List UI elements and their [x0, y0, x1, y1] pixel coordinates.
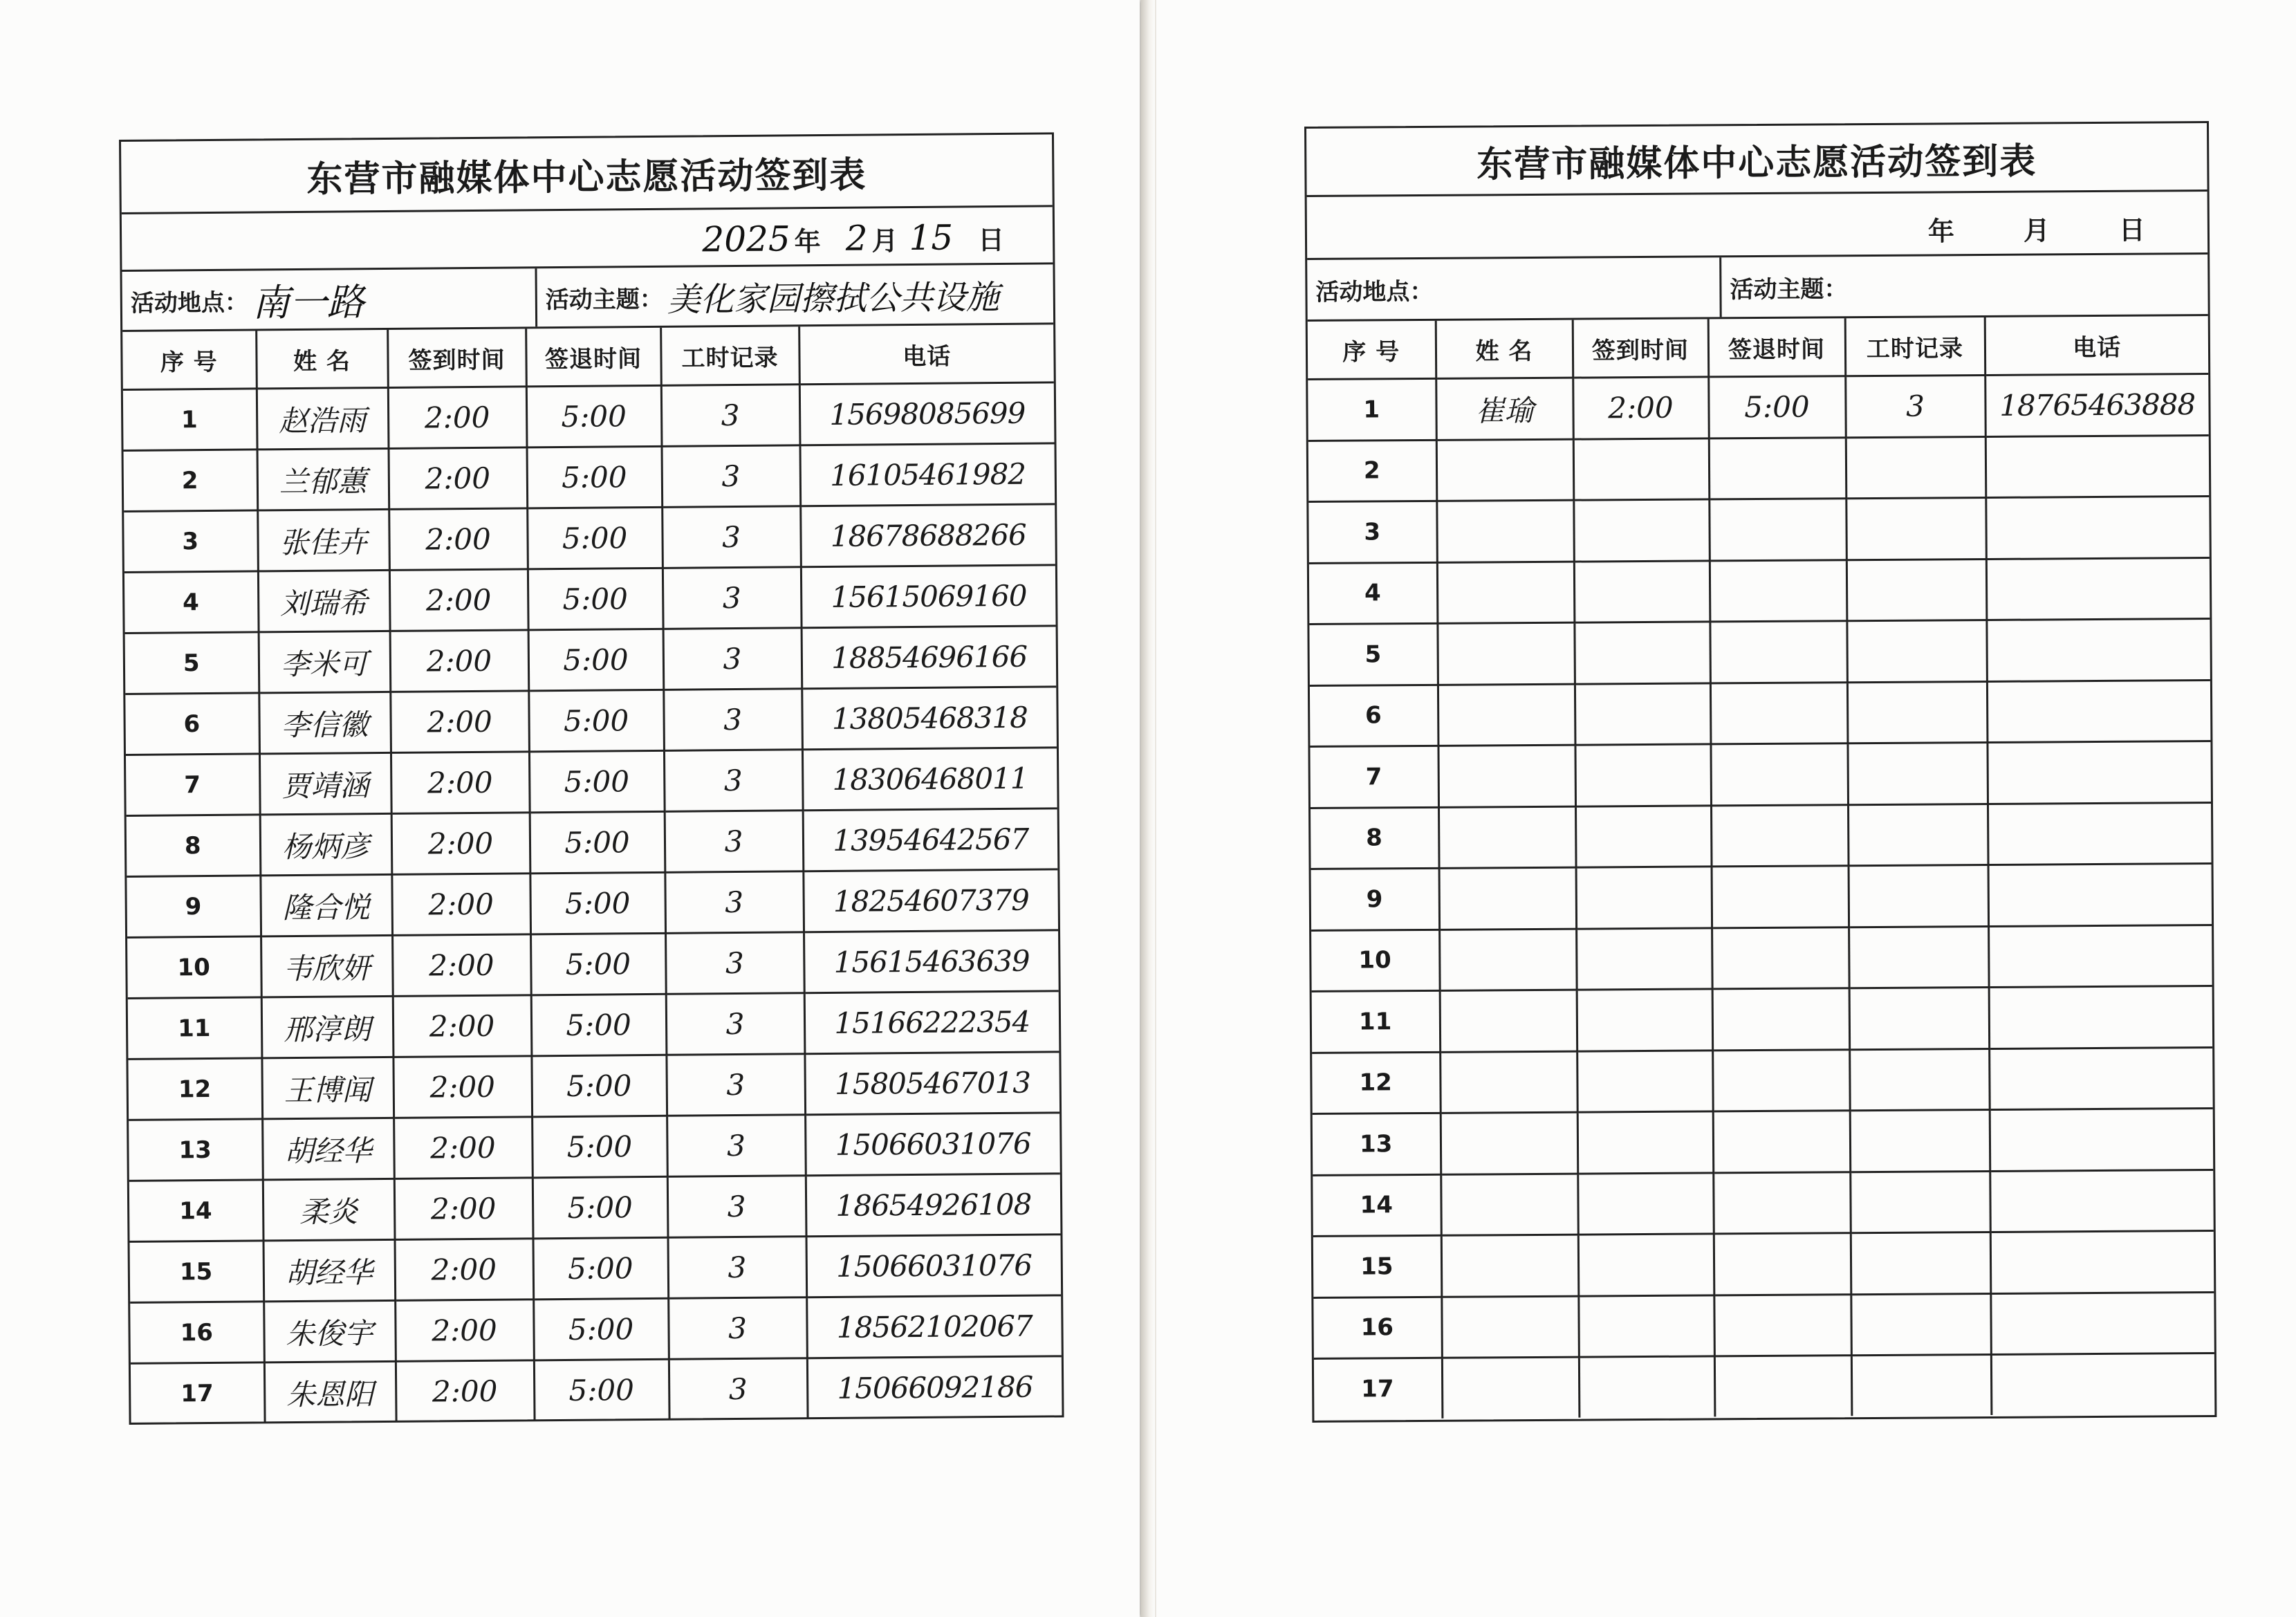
- left-cell-row-number: 16: [130, 1302, 264, 1364]
- left-cell-hours: 3: [665, 811, 804, 873]
- right-cell-signout-time: 5:00: [1708, 376, 1846, 438]
- left-cell-row-number: 12: [128, 1058, 262, 1120]
- left-cell-hours: 3: [667, 1176, 806, 1238]
- right-cell-name: [1441, 1296, 1579, 1358]
- left-cell-signin-time: 2:00: [394, 1117, 533, 1179]
- left-cell-signin-time: 2:00: [389, 569, 528, 631]
- left-cell-phone: 15066031076: [805, 1113, 1060, 1176]
- left-form-title: 东营市融媒体中心志愿活动签到表: [306, 154, 867, 201]
- left-cell-hours: 3: [663, 628, 802, 690]
- right-cell-signout-time: [1712, 866, 1849, 928]
- left-cell-signin-time: 2:00: [393, 995, 532, 1057]
- left-cell-phone: 15166222354: [804, 991, 1059, 1054]
- right-cell-hours: [1849, 1048, 1990, 1111]
- left-cell-signin-time: 2:00: [394, 1178, 533, 1240]
- left-date-month-label: 月: [871, 225, 898, 257]
- left-cell-phone: 18562102067: [806, 1295, 1062, 1358]
- left-theme-label: 活动主题：: [545, 285, 663, 314]
- left-cell-hours: 3: [661, 385, 800, 447]
- left-cell-name: 杨炳彦: [260, 813, 392, 875]
- left-cell-hours: 3: [662, 506, 801, 569]
- right-cell-phone: [1986, 557, 2210, 620]
- left-cell-name: 韦欣妍: [261, 935, 393, 997]
- right-cell-signin-time: [1574, 560, 1710, 622]
- left-cell-name: 张佳卉: [257, 509, 389, 571]
- left-signin-form: [119, 132, 1064, 1425]
- left-table-row: [127, 869, 1058, 938]
- right-cell-phone: [1990, 1230, 2214, 1293]
- left-cell-signout-time: 5:00: [532, 1116, 667, 1178]
- left-table-row: [127, 930, 1059, 999]
- right-cell-signin-time: [1575, 805, 1712, 867]
- right-cell-phone: [1989, 1047, 2213, 1109]
- left-cell-row-number: 5: [125, 632, 259, 694]
- right-cell-row-number: 14: [1313, 1174, 1441, 1237]
- right-theme-cell: [1719, 255, 2208, 317]
- left-cell-name: 赵浩雨: [257, 387, 389, 449]
- right-cell-phone: [1990, 1170, 2214, 1232]
- left-cell-hours: 3: [664, 750, 803, 812]
- left-cell-signin-time: 2:00: [391, 874, 530, 936]
- left-date-day-label: 日: [977, 224, 1005, 256]
- right-table-row: [1310, 680, 2211, 746]
- left-cell-phone: 18678688266: [800, 504, 1055, 567]
- left-cell-signout-time: 5:00: [530, 933, 666, 995]
- left-cell-signin-time: 2:00: [388, 387, 527, 449]
- right-cell-signin-time: [1576, 927, 1712, 990]
- left-cell-row-number: 17: [131, 1362, 265, 1423]
- right-cell-signin-time: [1578, 1234, 1714, 1296]
- right-cell-hours: [1850, 1171, 1990, 1233]
- right-cell-signin-time: [1577, 1172, 1714, 1235]
- right-signin-form: [1304, 121, 2216, 1423]
- left-cell-signout-time: 5:00: [526, 385, 662, 447]
- right-column-header: 签退时间: [1708, 318, 1846, 377]
- left-cell-name: 贾靖涵: [259, 752, 391, 814]
- right-cell-phone: [1988, 802, 2212, 865]
- left-table-row: [129, 1113, 1060, 1181]
- right-cell-row-number: 12: [1312, 1052, 1441, 1114]
- left-table-row: [126, 748, 1057, 816]
- left-cell-name: 朱恩阳: [264, 1361, 396, 1422]
- left-header-row: [122, 324, 1054, 389]
- left-date-year: 2025: [702, 219, 790, 260]
- right-cell-name: [1436, 439, 1574, 501]
- right-cell-hours: [1849, 987, 1990, 1049]
- right-cell-row-number: 2: [1308, 440, 1437, 502]
- right-cell-row-number: 6: [1310, 685, 1438, 747]
- left-cell-row-number: 3: [124, 510, 258, 573]
- right-cell-hours: [1846, 436, 1986, 499]
- right-cell-row-number: 8: [1311, 807, 1439, 869]
- left-cell-name: 邢淳朗: [261, 996, 394, 1057]
- left-cell-row-number: 13: [129, 1119, 263, 1181]
- left-cell-row-number: 2: [124, 450, 258, 512]
- right-cell-name: [1438, 684, 1575, 746]
- left-cell-signin-time: 2:00: [393, 1056, 532, 1118]
- right-date-row: [1307, 192, 2208, 260]
- right-cell-signin-time: [1575, 744, 1711, 806]
- right-table-row: [1312, 1047, 2213, 1114]
- left-cell-name: 胡经华: [262, 1118, 394, 1179]
- right-form-title: 东营市融媒体中心志愿活动签到表: [1476, 140, 2037, 185]
- right-table-row: [1313, 1292, 2214, 1358]
- page-fold: [1141, 0, 1155, 1617]
- right-header-row: [1308, 316, 2208, 379]
- right-cell-signin-time: [1577, 989, 1713, 1051]
- left-date-day: 15: [909, 217, 954, 259]
- left-cell-signout-time: 5:00: [530, 811, 665, 874]
- right-cell-name: [1438, 806, 1576, 869]
- right-cell-row-number: 7: [1310, 746, 1438, 808]
- left-cell-signout-time: 5:00: [528, 568, 663, 630]
- right-cell-hours: [1849, 865, 1989, 927]
- right-cell-name: [1437, 622, 1575, 685]
- left-column-header: 工时记录: [660, 326, 799, 385]
- left-cell-signout-time: 5:00: [528, 690, 664, 752]
- left-cell-phone: 16105461982: [800, 443, 1055, 506]
- left-cell-signin-time: 2:00: [390, 630, 529, 692]
- left-signin-table: [122, 324, 1062, 1423]
- right-cell-row-number: 3: [1308, 501, 1437, 563]
- left-cell-phone: 15615463639: [804, 930, 1059, 993]
- right-date-year-label: 年: [1927, 216, 1955, 247]
- left-cell-hours: 3: [665, 932, 804, 995]
- right-title-row: [1306, 123, 2207, 197]
- left-cell-phone: 13954642567: [803, 808, 1058, 871]
- right-cell-name: [1440, 1051, 1577, 1114]
- right-table-row: [1309, 557, 2210, 624]
- right-cell-signout-time: [1710, 621, 1847, 683]
- left-table-row: [124, 504, 1055, 573]
- left-cell-signout-time: 5:00: [534, 1359, 669, 1420]
- left-cell-phone: 18306468011: [802, 748, 1057, 811]
- left-table-row: [129, 1174, 1061, 1242]
- left-cell-name: 朱俊宇: [263, 1300, 396, 1362]
- left-table-row: [130, 1235, 1062, 1303]
- right-cell-signin-time: [1577, 1111, 1714, 1174]
- left-cell-name: 柔炎: [263, 1179, 395, 1240]
- left-cell-name: 隆合悦: [260, 874, 392, 936]
- left-cell-name: 兰郁蕙: [257, 448, 389, 510]
- left-cell-signout-time: 5:00: [533, 1298, 669, 1360]
- left-cell-signout-time: 5:00: [529, 750, 665, 813]
- left-cell-signin-time: 2:00: [392, 934, 531, 997]
- right-date-day-label: 日: [2118, 214, 2146, 246]
- left-cell-row-number: 14: [129, 1180, 263, 1242]
- left-column-header: 签到时间: [387, 329, 526, 387]
- left-cell-name: 王博闻: [261, 1057, 394, 1118]
- left-cell-hours: 3: [669, 1358, 808, 1419]
- right-location-label: 活动地点：: [1315, 277, 1434, 306]
- left-cell-row-number: 15: [130, 1241, 264, 1303]
- right-table-row: [1313, 1230, 2214, 1297]
- left-table-row: [128, 1052, 1059, 1120]
- right-meta-row: [1307, 255, 2208, 322]
- right-cell-hours: [1851, 1293, 1991, 1356]
- left-table-row: [128, 991, 1059, 1060]
- right-column-header: 序 号: [1308, 321, 1436, 380]
- right-table-row: [1313, 1170, 2214, 1236]
- right-table-row: [1308, 374, 2209, 441]
- right-cell-phone: [1987, 680, 2211, 742]
- left-theme-value: 美化家园擦拭公共设施: [667, 277, 1000, 320]
- left-cell-hours: 3: [663, 567, 802, 629]
- right-theme-label: 活动主题：: [1730, 275, 1848, 304]
- left-table-row: [131, 1356, 1062, 1423]
- left-cell-signin-time: 2:00: [389, 508, 528, 571]
- right-table-row: [1308, 435, 2210, 501]
- right-column-header: 签到时间: [1573, 319, 1709, 378]
- right-cell-signin-time: 2:00: [1573, 377, 1709, 439]
- left-title-row: [121, 134, 1053, 214]
- left-cell-row-number: 10: [127, 936, 261, 999]
- left-cell-row-number: 8: [127, 815, 261, 877]
- left-cell-phone: 15805467013: [804, 1052, 1059, 1115]
- right-cell-signout-time: [1714, 1294, 1851, 1356]
- right-cell-phone: [1988, 925, 2212, 987]
- left-cell-signin-time: 2:00: [391, 752, 530, 814]
- right-cell-signout-time: [1710, 682, 1848, 744]
- left-cell-hours: 3: [666, 993, 805, 1055]
- right-cell-name: [1442, 1357, 1580, 1418]
- left-cell-phone: 18254607379: [803, 869, 1058, 932]
- right-signin-table: [1308, 316, 2215, 1419]
- right-cell-row-number: 1: [1308, 378, 1436, 441]
- right-cell-row-number: 10: [1311, 930, 1440, 992]
- left-cell-name: 李信徽: [259, 692, 391, 753]
- right-cell-hours: [1847, 742, 1988, 804]
- left-cell-phone: 18654926108: [806, 1174, 1061, 1237]
- left-column-header: 姓 名: [256, 330, 388, 389]
- left-cell-signin-time: 2:00: [395, 1300, 534, 1362]
- right-cell-phone: [1985, 435, 2210, 497]
- right-location-cell: [1307, 257, 1720, 320]
- left-cell-phone: 15698085699: [799, 382, 1055, 445]
- right-cell-hours: [1847, 681, 1988, 743]
- right-cell-hours: [1846, 559, 1987, 621]
- right-cell-row-number: 13: [1313, 1113, 1441, 1175]
- left-theme-cell: [535, 264, 1053, 326]
- right-cell-row-number: 17: [1314, 1358, 1443, 1419]
- right-cell-signout-time: [1714, 1356, 1852, 1416]
- right-cell-phone: [1990, 1109, 2214, 1171]
- left-column-header: 签退时间: [526, 328, 661, 387]
- right-cell-signout-time: [1712, 988, 1850, 1051]
- right-cell-signout-time: [1709, 499, 1846, 561]
- right-table-row: [1308, 497, 2210, 563]
- right-cell-hours: [1850, 1109, 1990, 1172]
- left-cell-signin-time: 2:00: [396, 1360, 535, 1421]
- left-date-row: [122, 207, 1053, 272]
- left-table-row: [124, 565, 1056, 634]
- right-cell-hours: [1848, 804, 1988, 866]
- right-cell-signout-time: [1714, 1233, 1851, 1295]
- right-cell-phone: [1987, 741, 2211, 804]
- left-table-row: [123, 382, 1055, 451]
- left-table-row: [125, 687, 1057, 755]
- right-cell-name: [1436, 500, 1574, 562]
- left-location-value: 南一路: [252, 279, 365, 324]
- left-cell-row-number: 4: [124, 571, 259, 634]
- left-cell-name: 胡经华: [263, 1239, 396, 1301]
- right-cell-row-number: 5: [1309, 623, 1438, 685]
- right-date-month-label: 月: [2023, 215, 2050, 246]
- right-cell-phone: [1989, 986, 2213, 1048]
- right-cell-signout-time: [1713, 1111, 1851, 1173]
- right-cell-hours: [1846, 497, 1986, 560]
- left-cell-row-number: 11: [128, 997, 262, 1060]
- right-column-header: 工时记录: [1845, 317, 1985, 376]
- right-cell-signout-time: [1713, 1172, 1851, 1234]
- right-cell-signin-time: [1578, 1295, 1714, 1357]
- right-cell-signout-time: [1712, 927, 1849, 989]
- right-cell-phone: 18765463888: [1985, 374, 2209, 436]
- left-cell-phone: 15066031076: [806, 1235, 1061, 1297]
- left-table-row: [124, 443, 1055, 512]
- right-date: [1928, 209, 2145, 248]
- right-cell-row-number: 15: [1313, 1235, 1442, 1297]
- right-cell-name: [1441, 1112, 1578, 1174]
- left-cell-row-number: 1: [123, 389, 257, 451]
- right-cell-name: [1441, 1174, 1578, 1236]
- left-cell-signout-time: 5:00: [533, 1176, 668, 1239]
- left-cell-signout-time: 5:00: [530, 872, 665, 934]
- right-cell-hours: [1846, 620, 1987, 682]
- left-cell-phone: 13805468318: [802, 687, 1057, 750]
- left-cell-name: 刘瑞希: [258, 570, 390, 631]
- left-cell-row-number: 9: [127, 876, 261, 938]
- right-cell-row-number: 11: [1312, 990, 1441, 1053]
- left-cell-hours: 3: [668, 1297, 807, 1360]
- left-column-header: 序 号: [122, 331, 257, 389]
- right-cell-hours: [1851, 1354, 1992, 1415]
- left-cell-phone: 15615069160: [801, 565, 1056, 628]
- left-cell-signout-time: 5:00: [533, 1237, 668, 1300]
- left-cell-signout-time: 5:00: [527, 446, 663, 508]
- left-cell-row-number: 7: [126, 754, 260, 816]
- left-table-row: [127, 808, 1058, 877]
- right-cell-signin-time: [1573, 438, 1710, 500]
- left-cell-phone: 18854696166: [802, 626, 1057, 689]
- left-cell-signin-time: 2:00: [390, 691, 529, 753]
- left-cell-row-number: 6: [125, 693, 259, 755]
- right-cell-hours: [1849, 926, 1989, 988]
- right-cell-signout-time: [1710, 743, 1848, 806]
- left-cell-hours: 3: [663, 689, 802, 751]
- right-cell-signin-time: [1576, 867, 1712, 929]
- right-cell-name: [1439, 867, 1577, 930]
- left-date-year-label: 年: [794, 226, 821, 257]
- right-column-header: 电话: [1985, 316, 2209, 375]
- left-table-row: [125, 626, 1057, 694]
- right-cell-signin-time: [1577, 1050, 1713, 1112]
- left-date: [702, 217, 1004, 259]
- right-cell-phone: [1991, 1353, 2215, 1414]
- right-cell-hours: [1851, 1232, 1991, 1294]
- right-cell-row-number: 9: [1311, 868, 1440, 930]
- left-table-row: [130, 1295, 1062, 1364]
- right-column-header: 姓 名: [1436, 320, 1573, 379]
- left-cell-signin-time: 2:00: [391, 813, 530, 875]
- right-table-row: [1311, 802, 2212, 869]
- left-date-month: 2: [845, 218, 868, 259]
- left-column-header: 电话: [799, 324, 1054, 384]
- left-cell-hours: 3: [665, 871, 804, 934]
- right-table-row: [1310, 741, 2211, 808]
- right-table-row: [1311, 925, 2212, 991]
- right-cell-signin-time: [1575, 683, 1711, 745]
- right-cell-signout-time: [1709, 437, 1846, 499]
- right-cell-name: [1439, 929, 1577, 991]
- left-cell-signin-time: 2:00: [395, 1239, 534, 1301]
- right-cell-phone: [1988, 864, 2212, 926]
- right-cell-name: 崔瑜: [1436, 378, 1573, 440]
- right-table-row: [1311, 864, 2212, 930]
- left-cell-signout-time: 5:00: [531, 994, 667, 1056]
- right-table-row: [1313, 1109, 2214, 1175]
- left-cell-hours: 3: [662, 445, 801, 508]
- left-cell-hours: 3: [667, 1237, 806, 1299]
- right-cell-phone: [1990, 1292, 2214, 1354]
- right-cell-name: [1438, 745, 1575, 807]
- left-cell-signin-time: 2:00: [389, 447, 528, 510]
- right-cell-phone: [1986, 619, 2210, 681]
- right-cell-signin-time: [1574, 622, 1710, 684]
- right-cell-name: [1441, 1235, 1579, 1297]
- right-table-row: [1314, 1353, 2215, 1419]
- left-cell-hours: 3: [667, 1115, 806, 1177]
- left-cell-signout-time: 5:00: [531, 1055, 667, 1117]
- right-cell-name: [1440, 990, 1577, 1052]
- right-cell-hours: 3: [1845, 375, 1985, 437]
- left-meta-row: [122, 264, 1054, 332]
- right-cell-signout-time: [1711, 804, 1849, 867]
- left-cell-name: 李米可: [259, 631, 391, 692]
- left-location-label: 活动地点：: [130, 288, 249, 317]
- right-cell-phone: [1985, 497, 2210, 559]
- right-table-row: [1309, 619, 2210, 685]
- left-location-cell: [122, 268, 536, 330]
- right-cell-row-number: 16: [1313, 1297, 1442, 1359]
- right-cell-name: [1437, 562, 1575, 624]
- right-cell-signout-time: [1712, 1049, 1850, 1111]
- left-cell-signout-time: 5:00: [527, 507, 663, 569]
- right-cell-row-number: 4: [1309, 562, 1438, 625]
- left-cell-hours: 3: [666, 1054, 805, 1116]
- right-table-row: [1312, 986, 2213, 1053]
- left-cell-signout-time: 5:00: [528, 629, 664, 691]
- right-cell-signout-time: [1710, 560, 1847, 622]
- right-cell-signin-time: [1573, 499, 1710, 562]
- right-cell-signin-time: [1579, 1356, 1715, 1417]
- left-cell-phone: 15066092186: [807, 1356, 1062, 1418]
